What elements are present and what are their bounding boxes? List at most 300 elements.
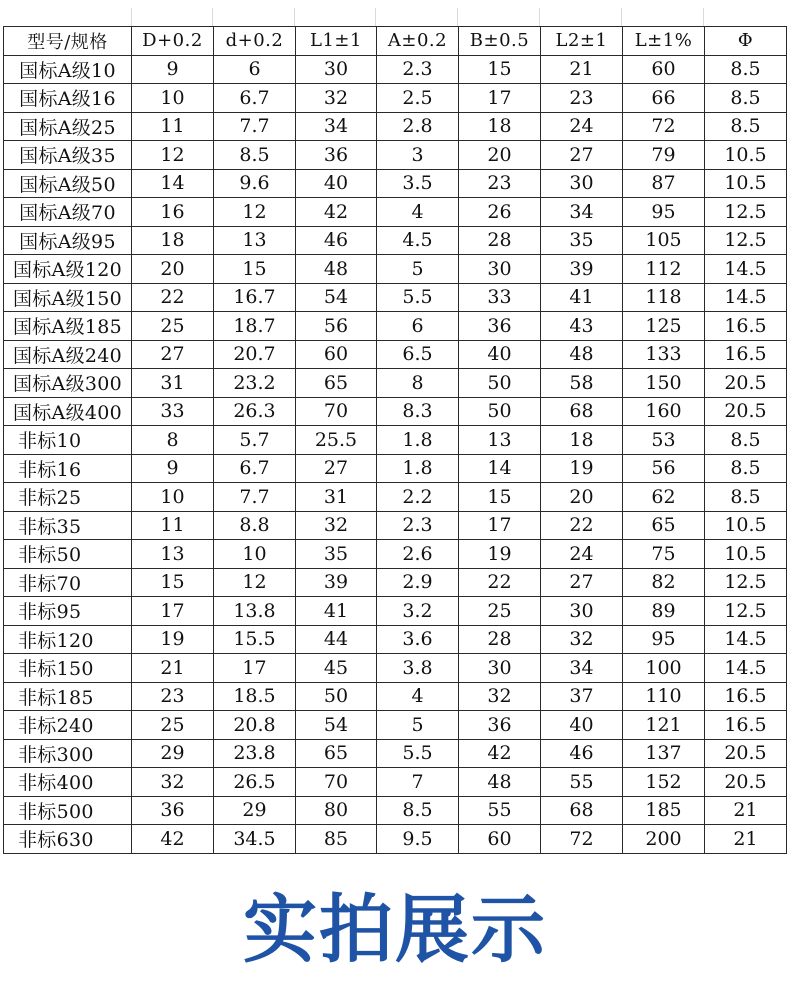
gridline — [294, 8, 295, 26]
value-cell: 34 — [541, 198, 623, 227]
value-cell: 5.5 — [377, 739, 459, 768]
value-cell: 5 — [377, 711, 459, 740]
value-cell: 30 — [541, 597, 623, 626]
value-cell: 32 — [541, 625, 623, 654]
value-cell: 6 — [377, 312, 459, 341]
value-cell: 25 — [459, 597, 541, 626]
column-header: L±1% — [623, 27, 705, 56]
value-cell: 30 — [459, 255, 541, 284]
value-cell: 42 — [459, 739, 541, 768]
value-cell: 68 — [541, 796, 623, 825]
gridline — [621, 8, 622, 26]
value-cell: 4 — [377, 198, 459, 227]
value-cell: 25 — [132, 312, 214, 341]
value-cell: 19 — [541, 454, 623, 483]
value-cell: 152 — [623, 768, 705, 797]
table-row — [4, 483, 787, 512]
column-header: A±0.2 — [377, 27, 459, 56]
value-cell: 20 — [459, 141, 541, 170]
table-row — [4, 112, 787, 141]
value-cell: 18.7 — [214, 312, 296, 341]
value-cell: 14.5 — [705, 654, 787, 683]
value-cell: 18 — [132, 226, 214, 255]
table-row — [4, 84, 787, 113]
value-cell: 35 — [541, 226, 623, 255]
value-cell: 12 — [132, 141, 214, 170]
value-cell: 12.5 — [705, 597, 787, 626]
value-cell: 70 — [296, 768, 377, 797]
value-cell: 60 — [623, 55, 705, 84]
value-cell: 12 — [214, 568, 296, 597]
value-cell: 48 — [541, 340, 623, 369]
value-cell: 28 — [459, 226, 541, 255]
table-row — [4, 283, 787, 312]
model-cell: 国标A级25 — [4, 112, 132, 141]
column-header: B±0.5 — [459, 27, 541, 56]
value-cell: 44 — [296, 625, 377, 654]
value-cell: 16 — [132, 198, 214, 227]
value-cell: 14.5 — [705, 283, 787, 312]
gridline — [212, 8, 213, 26]
value-cell: 4.5 — [377, 226, 459, 255]
value-cell: 15 — [132, 568, 214, 597]
value-cell: 8.3 — [377, 397, 459, 426]
value-cell: 30 — [459, 654, 541, 683]
table-row — [4, 369, 787, 398]
value-cell: 10.5 — [705, 540, 787, 569]
value-cell: 1.8 — [377, 454, 459, 483]
value-cell: 2.5 — [377, 84, 459, 113]
value-cell: 13.8 — [214, 597, 296, 626]
value-cell: 43 — [541, 312, 623, 341]
table-row — [4, 340, 787, 369]
value-cell: 2.2 — [377, 483, 459, 512]
value-cell: 36 — [459, 711, 541, 740]
value-cell: 30 — [296, 55, 377, 84]
value-cell: 112 — [623, 255, 705, 284]
value-cell: 26.3 — [214, 397, 296, 426]
value-cell: 56 — [623, 454, 705, 483]
table-row — [4, 454, 787, 483]
value-cell: 8.5 — [377, 796, 459, 825]
value-cell: 60 — [296, 340, 377, 369]
model-cell: 非标50 — [4, 540, 132, 569]
value-cell: 5.7 — [214, 426, 296, 455]
value-cell: 33 — [132, 397, 214, 426]
value-cell: 85 — [296, 825, 377, 854]
top-gridline-strip — [0, 0, 790, 26]
value-cell: 20.5 — [705, 768, 787, 797]
table-row — [4, 597, 787, 626]
value-cell: 7.7 — [214, 483, 296, 512]
table-row — [4, 540, 787, 569]
value-cell: 8.5 — [705, 112, 787, 141]
value-cell: 10.5 — [705, 141, 787, 170]
table-row — [4, 55, 787, 84]
value-cell: 3.5 — [377, 169, 459, 198]
value-cell: 22 — [459, 568, 541, 597]
value-cell: 95 — [623, 625, 705, 654]
value-cell: 10.5 — [705, 169, 787, 198]
model-cell: 国标A级300 — [4, 369, 132, 398]
value-cell: 13 — [459, 426, 541, 455]
model-cell: 国标A级185 — [4, 312, 132, 341]
value-cell: 17 — [214, 654, 296, 683]
value-cell: 16.7 — [214, 283, 296, 312]
table-row — [4, 397, 787, 426]
model-cell: 国标A级240 — [4, 340, 132, 369]
value-cell: 35 — [296, 540, 377, 569]
value-cell: 25 — [132, 711, 214, 740]
value-cell: 110 — [623, 682, 705, 711]
gridline — [375, 8, 376, 26]
header-row — [4, 27, 787, 56]
value-cell: 27 — [132, 340, 214, 369]
value-cell: 3 — [377, 141, 459, 170]
value-cell: 27 — [296, 454, 377, 483]
table-body — [4, 55, 787, 853]
value-cell: 68 — [541, 397, 623, 426]
value-cell: 2.8 — [377, 112, 459, 141]
value-cell: 17 — [459, 84, 541, 113]
value-cell: 8.5 — [214, 141, 296, 170]
value-cell: 36 — [296, 141, 377, 170]
value-cell: 29 — [214, 796, 296, 825]
value-cell: 80 — [296, 796, 377, 825]
value-cell: 56 — [296, 312, 377, 341]
value-cell: 22 — [541, 511, 623, 540]
value-cell: 5 — [377, 255, 459, 284]
gridline — [131, 8, 132, 26]
value-cell: 9 — [132, 55, 214, 84]
value-cell: 13 — [214, 226, 296, 255]
model-cell: 非标150 — [4, 654, 132, 683]
value-cell: 33 — [459, 283, 541, 312]
value-cell: 62 — [623, 483, 705, 512]
model-cell: 非标10 — [4, 426, 132, 455]
value-cell: 10.5 — [705, 511, 787, 540]
value-cell: 27 — [541, 141, 623, 170]
model-cell: 非标35 — [4, 511, 132, 540]
column-header: L1±1 — [296, 27, 377, 56]
model-cell: 国标A级150 — [4, 283, 132, 312]
value-cell: 50 — [296, 682, 377, 711]
value-cell: 15.5 — [214, 625, 296, 654]
value-cell: 87 — [623, 169, 705, 198]
value-cell: 18.5 — [214, 682, 296, 711]
value-cell: 12.5 — [705, 226, 787, 255]
value-cell: 24 — [541, 112, 623, 141]
value-cell: 200 — [623, 825, 705, 854]
table-row — [4, 654, 787, 683]
model-cell: 国标A级70 — [4, 198, 132, 227]
value-cell: 2.3 — [377, 55, 459, 84]
value-cell: 72 — [541, 825, 623, 854]
value-cell: 125 — [623, 312, 705, 341]
value-cell: 54 — [296, 283, 377, 312]
value-cell: 15 — [459, 55, 541, 84]
value-cell: 6.7 — [214, 454, 296, 483]
value-cell: 42 — [296, 198, 377, 227]
value-cell: 20.7 — [214, 340, 296, 369]
value-cell: 11 — [132, 511, 214, 540]
value-cell: 30 — [541, 169, 623, 198]
value-cell: 53 — [623, 426, 705, 455]
value-cell: 70 — [296, 397, 377, 426]
value-cell: 79 — [623, 141, 705, 170]
value-cell: 9 — [132, 454, 214, 483]
value-cell: 20.8 — [214, 711, 296, 740]
table-row — [4, 141, 787, 170]
value-cell: 66 — [623, 84, 705, 113]
value-cell: 12 — [214, 198, 296, 227]
value-cell: 21 — [705, 825, 787, 854]
value-cell: 21 — [132, 654, 214, 683]
value-cell: 10 — [132, 84, 214, 113]
model-cell: 非标25 — [4, 483, 132, 512]
model-cell: 非标16 — [4, 454, 132, 483]
value-cell: 60 — [459, 825, 541, 854]
value-cell: 8.5 — [705, 55, 787, 84]
model-cell: 国标A级120 — [4, 255, 132, 284]
model-cell: 非标185 — [4, 682, 132, 711]
gridline — [703, 8, 704, 26]
value-cell: 23 — [132, 682, 214, 711]
value-cell: 22 — [132, 283, 214, 312]
value-cell: 3.8 — [377, 654, 459, 683]
value-cell: 19 — [132, 625, 214, 654]
value-cell: 82 — [623, 568, 705, 597]
value-cell: 21 — [541, 55, 623, 84]
value-cell: 9.6 — [214, 169, 296, 198]
value-cell: 95 — [623, 198, 705, 227]
value-cell: 18 — [541, 426, 623, 455]
gridline — [539, 8, 540, 26]
value-cell: 14.5 — [705, 625, 787, 654]
table-row — [4, 312, 787, 341]
value-cell: 45 — [296, 654, 377, 683]
model-cell: 国标A级50 — [4, 169, 132, 198]
value-cell: 17 — [132, 597, 214, 626]
value-cell: 8.5 — [705, 483, 787, 512]
column-header: D+0.2 — [132, 27, 214, 56]
value-cell: 14.5 — [705, 255, 787, 284]
value-cell: 8.5 — [705, 454, 787, 483]
value-cell: 10 — [132, 483, 214, 512]
model-cell: 非标120 — [4, 625, 132, 654]
value-cell: 20.5 — [705, 369, 787, 398]
value-cell: 3.2 — [377, 597, 459, 626]
model-cell: 非标400 — [4, 768, 132, 797]
value-cell: 40 — [296, 169, 377, 198]
value-cell: 21 — [705, 796, 787, 825]
value-cell: 40 — [459, 340, 541, 369]
model-cell: 非标630 — [4, 825, 132, 854]
value-cell: 14 — [459, 454, 541, 483]
column-header: 型号/规格 — [4, 27, 132, 56]
value-cell: 2.9 — [377, 568, 459, 597]
value-cell: 17 — [459, 511, 541, 540]
value-cell: 23.2 — [214, 369, 296, 398]
value-cell: 137 — [623, 739, 705, 768]
value-cell: 14 — [132, 169, 214, 198]
model-cell: 非标240 — [4, 711, 132, 740]
value-cell: 31 — [132, 369, 214, 398]
value-cell: 55 — [459, 796, 541, 825]
model-cell: 国标A级35 — [4, 141, 132, 170]
value-cell: 12.5 — [705, 198, 787, 227]
value-cell: 16.5 — [705, 711, 787, 740]
value-cell: 37 — [541, 682, 623, 711]
value-cell: 55 — [541, 768, 623, 797]
value-cell: 1.8 — [377, 426, 459, 455]
value-cell: 6.5 — [377, 340, 459, 369]
model-cell: 非标300 — [4, 739, 132, 768]
value-cell: 11 — [132, 112, 214, 141]
table-row — [4, 625, 787, 654]
column-header: Φ — [705, 27, 787, 56]
value-cell: 105 — [623, 226, 705, 255]
table-row — [4, 739, 787, 768]
value-cell: 133 — [623, 340, 705, 369]
value-cell: 100 — [623, 654, 705, 683]
value-cell: 6 — [214, 55, 296, 84]
value-cell: 4 — [377, 682, 459, 711]
model-cell: 国标A级400 — [4, 397, 132, 426]
value-cell: 20 — [541, 483, 623, 512]
table-row — [4, 568, 787, 597]
column-header: L2±1 — [541, 27, 623, 56]
value-cell: 41 — [296, 597, 377, 626]
value-cell: 41 — [541, 283, 623, 312]
banner-title: 实拍展示 — [243, 887, 547, 973]
value-cell: 8.5 — [705, 426, 787, 455]
table-row — [4, 511, 787, 540]
value-cell: 23.8 — [214, 739, 296, 768]
value-cell: 26 — [459, 198, 541, 227]
value-cell: 20.5 — [705, 739, 787, 768]
value-cell: 65 — [296, 739, 377, 768]
table-row — [4, 682, 787, 711]
value-cell: 13 — [132, 540, 214, 569]
value-cell: 28 — [459, 625, 541, 654]
value-cell: 18 — [459, 112, 541, 141]
value-cell: 10 — [214, 540, 296, 569]
value-cell: 72 — [623, 112, 705, 141]
table-row — [4, 711, 787, 740]
value-cell: 160 — [623, 397, 705, 426]
value-cell: 26.5 — [214, 768, 296, 797]
value-cell: 8.5 — [705, 84, 787, 113]
value-cell: 65 — [296, 369, 377, 398]
value-cell: 20.5 — [705, 397, 787, 426]
value-cell: 32 — [132, 768, 214, 797]
model-cell: 非标95 — [4, 597, 132, 626]
value-cell: 32 — [296, 84, 377, 113]
value-cell: 12.5 — [705, 568, 787, 597]
model-cell: 国标A级16 — [4, 84, 132, 113]
model-cell: 国标A级10 — [4, 55, 132, 84]
value-cell: 16.5 — [705, 340, 787, 369]
value-cell: 32 — [459, 682, 541, 711]
value-cell: 15 — [459, 483, 541, 512]
value-cell: 54 — [296, 711, 377, 740]
value-cell: 50 — [459, 369, 541, 398]
model-cell: 非标500 — [4, 796, 132, 825]
spec-table — [3, 26, 787, 854]
value-cell: 7 — [377, 768, 459, 797]
table-row — [4, 255, 787, 284]
value-cell: 27 — [541, 568, 623, 597]
value-cell: 29 — [132, 739, 214, 768]
value-cell: 185 — [623, 796, 705, 825]
table-row — [4, 796, 787, 825]
table-row — [4, 226, 787, 255]
value-cell: 24 — [541, 540, 623, 569]
value-cell: 42 — [132, 825, 214, 854]
value-cell: 75 — [623, 540, 705, 569]
gridline — [457, 8, 458, 26]
value-cell: 20 — [132, 255, 214, 284]
value-cell: 118 — [623, 283, 705, 312]
value-cell: 36 — [459, 312, 541, 341]
value-cell: 150 — [623, 369, 705, 398]
value-cell: 3.6 — [377, 625, 459, 654]
value-cell: 25.5 — [296, 426, 377, 455]
table-row — [4, 768, 787, 797]
value-cell: 34.5 — [214, 825, 296, 854]
value-cell: 15 — [214, 255, 296, 284]
column-header: d+0.2 — [214, 27, 296, 56]
value-cell: 89 — [623, 597, 705, 626]
value-cell: 5.5 — [377, 283, 459, 312]
value-cell: 39 — [541, 255, 623, 284]
value-cell: 34 — [541, 654, 623, 683]
value-cell: 46 — [541, 739, 623, 768]
value-cell: 2.3 — [377, 511, 459, 540]
value-cell: 9.5 — [377, 825, 459, 854]
table-row — [4, 825, 787, 854]
value-cell: 8.8 — [214, 511, 296, 540]
table-row — [4, 169, 787, 198]
value-cell: 6.7 — [214, 84, 296, 113]
value-cell: 7.7 — [214, 112, 296, 141]
value-cell: 58 — [541, 369, 623, 398]
value-cell: 34 — [296, 112, 377, 141]
value-cell: 48 — [296, 255, 377, 284]
value-cell: 40 — [541, 711, 623, 740]
value-cell: 39 — [296, 568, 377, 597]
value-cell: 31 — [296, 483, 377, 512]
value-cell: 23 — [459, 169, 541, 198]
value-cell: 50 — [459, 397, 541, 426]
value-cell: 23 — [541, 84, 623, 113]
value-cell: 46 — [296, 226, 377, 255]
value-cell: 16.5 — [705, 682, 787, 711]
model-cell: 国标A级95 — [4, 226, 132, 255]
value-cell: 16.5 — [705, 312, 787, 341]
value-cell: 2.6 — [377, 540, 459, 569]
value-cell: 8 — [132, 426, 214, 455]
value-cell: 121 — [623, 711, 705, 740]
value-cell: 8 — [377, 369, 459, 398]
value-cell: 48 — [459, 768, 541, 797]
value-cell: 36 — [132, 796, 214, 825]
table-row — [4, 426, 787, 455]
table-row — [4, 198, 787, 227]
value-cell: 65 — [623, 511, 705, 540]
model-cell: 非标70 — [4, 568, 132, 597]
